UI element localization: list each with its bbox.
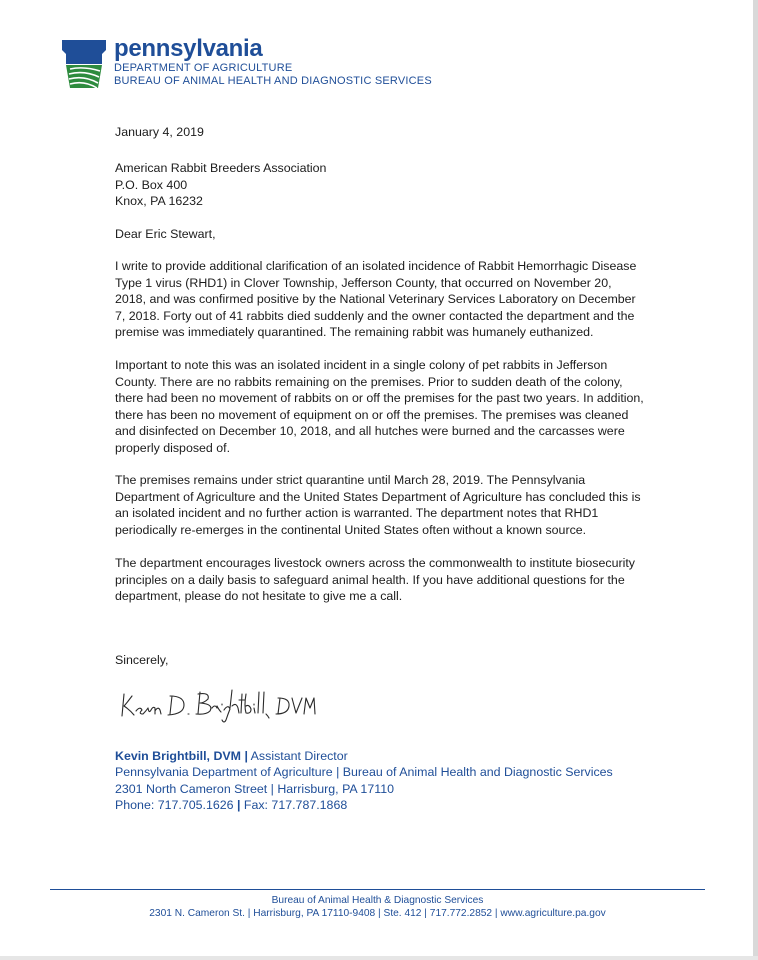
signature-block [115,748,613,814]
body-paragraph: The department encourages livestock owners across the commonwealth to institute biosecurity principles on a daily basis to safeguard animal health. If you have additional questions for the department, please do not hesitate to give me a call. [115,556,635,604]
signer-line [115,748,613,764]
footer-divider [50,889,705,890]
org-name: pennsylvania [114,35,263,62]
page-footer [50,895,705,920]
closing: Sincerely, [115,653,169,667]
separator: | [244,749,248,763]
body-paragraph: The premises remains under strict quarantine until March 28, 2019. The Pennsylvania Department of Agriculture and the United States Department of Agriculture has concluded this is an isolated incident and no further action is warranted. The department notes that RHD1 periodically re-emerges in the continental United States often without a known source. [115,473,641,537]
signer-org-department: Pennsylvania Department of Agriculture [115,765,333,780]
footer-address: 2301 N. Cameron St. | Harrisburg, PA 17110-9408 | Ste. 412 | 717.772.2852 | www.agriculture.pa.gov [149,907,606,919]
recipient-line: Knox, PA 16232 [115,194,203,209]
keystone-field-icon [58,38,110,90]
body-paragraph: Important to note this was an isolated incident in a single colony of pet rabbits in Jefferson County. There are no rabbits remaining on the premises. Prior to sudden death of the colony, there had been no movement of rabbits on or off the premises for the past two years. In addition, there has been no movement of equipment on or off the premises. The premises was cleaned and disinfected on December 10, 2018, and all hutches were burned and the carcasses were properly disposed of. [115,358,644,455]
recipient-line: American Rabbit Breeders Association [115,161,327,175]
body-paragraph: I write to provide additional clarification of an isolated incidence of Rabbit Hemorrhagic Disease Type 1 virus (RHD1) in Clover Township, Jefferson County, that occurred on November 20, 2018, and was confirmed positive by the National Veterinary Services Laboratory on December 7, 2018. Forty out of 41 rabbits died suddenly and the owner contacted the department and the premise was immediately quarantined. The remaining rabbit was humanely euthanized. [115,259,637,340]
signer-org [115,764,613,780]
signer-address [115,781,613,797]
page-edge-right [753,0,758,960]
signer-street: 2301 North Cameron Street [115,781,268,796]
signer-name: Kevin Brightbill, DVM [115,749,241,763]
signer-fax: Fax: 717.787.1868 [243,798,348,813]
signer-city: Harrisburg, PA 17110 [277,781,394,796]
separator: | [336,765,340,780]
signer-contact [115,797,613,813]
signer-org-bureau: Bureau of Animal Health and Diagnostic Services [342,765,613,780]
footer-bureau: Bureau of Animal Health & Diagnostic Services [271,895,484,906]
letterhead-text [114,36,432,88]
recipient-line: P.O. Box 400 [115,177,188,192]
bureau-name: BUREAU OF ANIMAL HEALTH AND DIAGNOSTIC SERVICES [114,75,432,87]
separator: | [270,781,274,796]
signer-title: Assistant Director [250,749,348,763]
department-name: DEPARTMENT OF AGRICULTURE [114,62,293,74]
signer-phone: Phone: 717.705.1626 [115,798,234,813]
recipient-address [115,160,645,210]
greeting: Dear Eric Stewart, [115,227,216,241]
letter-date: January 4, 2019 [115,125,204,139]
page-edge-bottom [0,956,758,960]
handwritten-signature [118,684,318,724]
separator: | [236,798,241,813]
